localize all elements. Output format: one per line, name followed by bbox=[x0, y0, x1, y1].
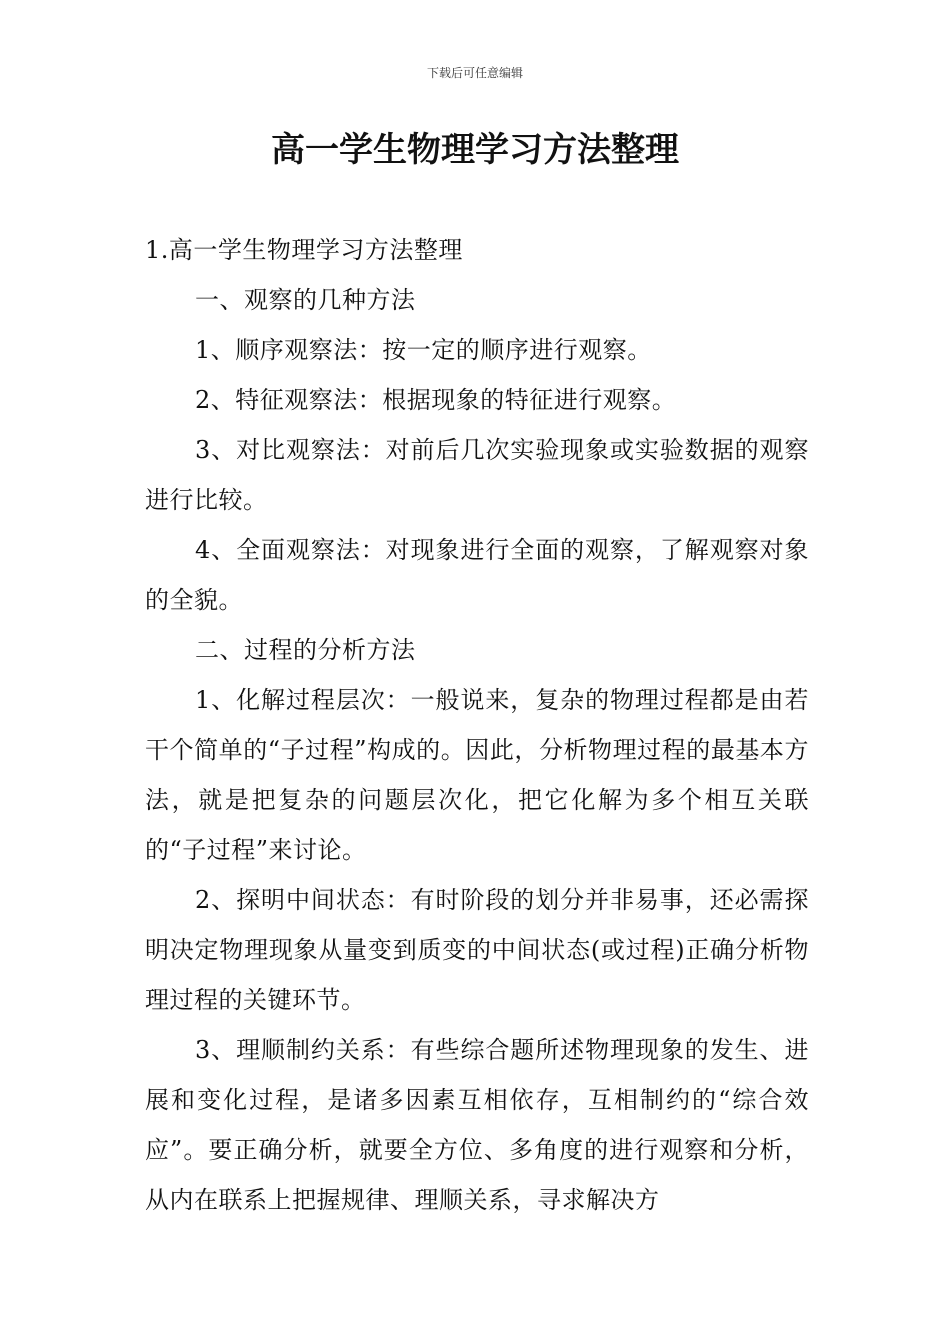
subsection-heading-process-analysis: 二、过程的分析方法 bbox=[195, 636, 416, 664]
subsection-heading-observation: 一、观察的几种方法 bbox=[195, 286, 416, 314]
paragraph: 1、顺序观察法：按一定的顺序进行观察。 bbox=[195, 336, 652, 364]
section-heading: 1.高一学生物理学习方法整理 bbox=[145, 236, 463, 264]
paragraph: 4、全面观察法：对现象进行全面的观察，了解观察对象的全貌。 bbox=[145, 536, 809, 614]
paragraph: 2、探明中间状态：有时阶段的划分并非易事，还必需探明决定物理现象从量变到质变的中间状态(或过程)正确分析物理过程的关键环节。 bbox=[145, 886, 809, 1014]
paragraph: 3、对比观察法：对前后几次实验现象或实验数据的观察进行比较。 bbox=[145, 436, 809, 514]
paragraph: 1、化解过程层次：一般说来，复杂的物理过程都是由若干个简单的“子过程”构成的。因此，分析物理过程的最基本方法，就是把复杂的问题层次化，把它化解为多个相互关联的“子过程”来讨论。 bbox=[145, 686, 809, 864]
document-body bbox=[145, 225, 809, 1225]
paragraph: 2、特征观察法：根据现象的特征进行观察。 bbox=[195, 386, 677, 414]
document-title: 高一学生物理学习方法整理 bbox=[271, 130, 679, 170]
page-header-note: 下载后可任意编辑 bbox=[426, 66, 523, 80]
paragraph: 3、理顺制约关系：有些综合题所述物理现象的发生、进展和变化过程，是诸多因素互相依存，互相制约的“综合效应”。要正确分析，就要全方位、多角度的进行观察和分析，从内在联系上把握规律、理顺关系，寻求解决方 bbox=[145, 1036, 809, 1214]
